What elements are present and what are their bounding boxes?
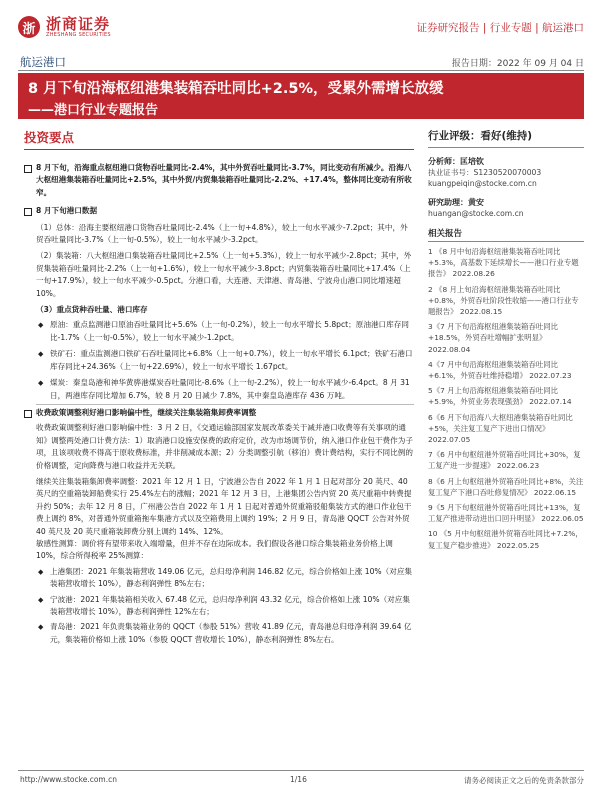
container-paragraph: （2）集装箱：八大枢纽港口集装箱吞吐量同比+2.5%（上一旬+5.3%），较上一旬水平减少-2.8pct；其中，外贸集装箱吞吐量同比-2.2%（上一旬+1.6%），较上一旬水平减少-3.8pct；内贸集装箱吞吐量同比+17.4%（上一旬+17.9%），较上一旬水平减少-0.5pct。分港口看，大连港、天津港、青岛港、宁波舟山港口同比增速超 10%。: [36, 251, 412, 298]
footer-website[interactable]: http://www.stocke.com.cn: [20, 775, 117, 784]
cargo-heading: （3）重点货种吞吐量、港口库存: [36, 305, 148, 315]
footer-divider: [18, 770, 584, 771]
related-report[interactable]: 2 《8 月上旬沿海枢纽港集装箱吞吐同比+0.8%，外贸吞吐阶段性收缩——港口行业专题报告》 2022.08.15: [428, 284, 579, 317]
related-report[interactable]: 6《6 月下旬沿海八大枢纽港集装箱吞吐同比+5%，关注复工复产下进出口情况》 2022.07.05: [428, 412, 573, 445]
analyst-name: 分析师：匡培钦: [428, 157, 484, 166]
analyst-cert: 执业证书号：S1230520070003: [428, 168, 542, 177]
sidebar: [428, 128, 584, 551]
footer-disclaimer: 请务必阅读正文之后的免责条款部分: [464, 776, 584, 785]
section-heading: 投资要点: [24, 128, 414, 150]
related-report[interactable]: 3《7 月下旬沿海枢纽港集装箱吞吐同比+18.5%，外贸吞吐增幅扩张明显》 2022.08.04: [428, 322, 559, 354]
page-subtitle: ——港口行业专题报告: [28, 103, 159, 118]
industry-rating: 行业评级：看好(维持): [428, 128, 584, 148]
divider: [36, 404, 414, 405]
company-logo: [18, 16, 111, 38]
coal-item: ◆ 煤炭：秦皇岛港和神华黄骅港煤炭吞吐量同比-8.6%（上一旬-2.2%），较上一旬水平减少-6.4pct。8 月 31 日，两港库存同比增加 6.7%，较 8 月 20 日减少 7.8%，其中秦皇岛港库存 436 万吨。: [50, 377, 414, 402]
related-report[interactable]: 1 《8 月中旬沿海枢纽港集装箱吞吐同比+5.3%，高基数下延续增长——港口行业专题报告》 2022.08.26: [428, 247, 579, 279]
policy-heading: 收费政策调整利好港口影响偏中性，继续关注集装箱集卸费率调整: [36, 407, 414, 419]
qingdao-item: ◆ 青岛港：2021 年负责集装箱业务的 QQCT（参股 51%）营收 41.89 亿元，青岛港总归母净利润 39.64 亿元，集装箱价格如上涨 10%（参股 QQCT 营收增长 10%），静态利润弹性 8%左右。: [50, 621, 414, 646]
report-category: 证券研究报告 | 行业专题 | 航运港口: [416, 22, 584, 34]
overall-paragraph: （1）总体：沿海主要枢纽港口货物吞吐量同比-2.4%（上一旬+4.8%），较上一旬水平减少-7.2pct；其中，外贸吞吐量同比-3.7%（上一旬-0.5%），较上一旬水平减少-3.2pct。: [36, 222, 408, 245]
fee-paragraph: 继续关注集装箱集卸费率调整：2021 年 12 月 1 日，宁波港公告自 2022 年 1 月 1 日起对部分 20 英尺、40 英尺的空重箱装卸船费实行 25.4%左右的涨幅；2021 年 12 月 3 日，上港集团公告内贸 20 英尺重箱中转费提升约 50%；去年 12 月 8 日，广州港公告自 2022 年 1 月 1 日起对普通外贸重箱驳船集装方式的港口作业包干费上调约 8%，对普通外贸重箱拖车集港方式以及空箱费用上调约 19%；2 月 9 日，青岛港 QQCT 公告对外贸 40 英尺及 20 英尺重箱装卸费分别上调约 14%、12%。: [36, 476, 412, 536]
related-report[interactable]: 7《6 月中旬枢纽港外贸箱吞吐同比+30%，复工复产进一步提速》 2022.06.23: [428, 450, 581, 471]
ningbo-item: ◆ 宁波港：2021 年集装箱相关收入 67.48 亿元，总归母净利润 43.32 亿元，综合价格如上涨 10%（对应集装箱营收增长 10%），静态利润弹性 12%左右；: [50, 594, 414, 619]
logo-mark: 浙: [18, 16, 40, 38]
assistant-name: 研究助理：黄安: [428, 198, 484, 207]
page-title: 8 月下旬沿海枢纽港集装箱吞吐同比+2.5%，受累外需增长放缓: [28, 81, 444, 97]
page-number: 1/16: [290, 775, 307, 784]
related-report[interactable]: 8《6 月上旬枢纽港外贸箱吞吐同比+8%，关注复工复产下港口吞吐修复情况》 2022.06.15: [428, 476, 584, 497]
related-report[interactable]: 10 《5 月中旬枢纽港外贸箱吞吐同比+7.2%，复工复产稳步推进》 2022.05.25: [428, 529, 583, 550]
title-banner: [18, 73, 584, 119]
sector-label: 航运港口: [20, 55, 66, 69]
related-reports-list: [428, 246, 584, 551]
assistant-email[interactable]: huangan@stocke.com.cn: [428, 209, 524, 218]
related-reports-heading: 相关报告: [428, 227, 584, 242]
report-date: 报告日期：2022 年 09 月 04 日: [451, 59, 584, 69]
logo-cn: 浙商证券: [46, 15, 111, 33]
sipg-item: ◆ 上港集团：2021 年集装箱营收 149.06 亿元，总归母净利润 146.82 亿元，综合价格如上涨 10%（对应集装箱营收增长 10%），静态利润弹性 8%左右；: [50, 566, 414, 591]
header-divider: [18, 70, 584, 71]
logo-en: ZHESHANG SECURITIES: [46, 32, 111, 38]
policy-paragraph: 收费政策调整利好港口影响偏中性：3 月 2 日，《交通运输部国家发展改革委关于减并港口收费等有关事项的通知》调整两处港口计费方法：1）取消港口设施安保费的政府定价，改为市场调节价，纳入港口作业包干费作为子项，且该项收费不得高于原收费标准，并非削减成本源；2）分类调整引航（移泊）费计费结构，实行不同比例的价格调整，定向降费与港口收益并无关联。: [36, 423, 413, 470]
iron-ore-item: ◆ 铁矿石：重点监测港口铁矿石吞吐量同比+6.8%（上一旬+0.7%），较上一旬水平增长 6.1pct；铁矿石港口库存同比+24.36%（上一旬+22.69%），较上一旬水平增长 1.67pct。: [50, 348, 414, 373]
crude-oil-item: ◆ 原油：重点监测港口原油吞吐量同比+5.6%（上一旬-0.2%），较上一旬水平增长 5.8pct；原油港口库存同比-1.7%（上一旬-0.5%），较上一旬水平减少-1.2pct。: [50, 319, 414, 344]
analyst-email[interactable]: kuangpeiqin@stocke.com.cn: [428, 179, 537, 188]
related-report[interactable]: 9《5 月下旬枢纽港外贸箱吞吐同比+13%，复工复产推进带动进出口回升明显》 2022.06.05: [428, 503, 584, 524]
related-report[interactable]: 4《7 月中旬沿海枢纽港集装箱吞吐同比+6.1%，外贸吞吐维持稳增》 2022.07.23: [428, 359, 572, 381]
sensitivity-paragraph: 敏感性测算：调价将有望带来收入端增量，但并不存在边际成本。我们假设各港口综合集装箱业务价格上调 10%，综合所得税率 25%测算：: [36, 538, 393, 561]
summary-paragraph: 8 月下旬，沿海重点枢纽港口货物吞吐量同比-2.4%，其中外贸吞吐量同比-3.7%，同比变动有所减少。沿海八大枢纽港集装箱吞吐量同比+2.5%，其中外贸/内贸集装箱吞吐量同比-2.2%、+17.4%，整体同比变动有所收窄。: [36, 162, 414, 199]
investment-highlights: [24, 128, 414, 646]
related-report[interactable]: 5《7 月上旬沿海枢纽港集装箱吞吐同比+5.9%，外贸业务表现强劲》 2022.07.14: [428, 386, 572, 407]
subsection-heading: 8 月下旬港口数据: [36, 205, 414, 217]
